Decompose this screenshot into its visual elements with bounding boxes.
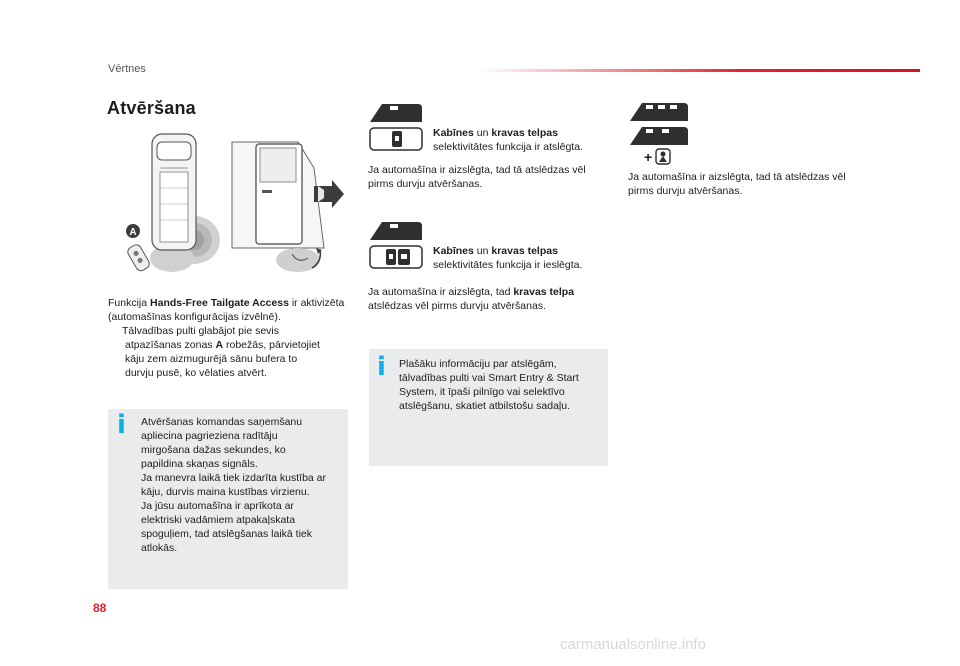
right-note-line-1: Ja automašīna ir aizslēgta, tad tā atslēdzas vēl [628, 171, 846, 183]
info-line: atslēgšanu, skatiet atbilstošu sadaļu. [399, 400, 571, 412]
bullet-line-3: kāju zem aizmugurējā sānu bufera to [125, 353, 298, 365]
van-selective-icons [368, 218, 424, 270]
bullet-line-2a: atpazīšanas zonas [125, 339, 216, 351]
van-top-view-illustration [108, 128, 226, 278]
intro-paragraph [108, 296, 356, 324]
page-title: Atvēršana [107, 98, 196, 118]
info-line: spoguļiem, tad atslēgšanas laikā tiek [141, 528, 313, 540]
page-number: 88 [93, 601, 107, 615]
instruction-bullet [108, 324, 358, 380]
info-line: mirgošana dažas sekundes, ko [141, 444, 286, 456]
info-line: papildina skaņas signāls. [141, 458, 258, 470]
intro-suffix: ir aktivizēta (automašīnas konfigurācijas izvēlnē). [108, 297, 345, 323]
watermark: carmanualsonline.info [560, 636, 706, 653]
info-line: tālvadības pulti vai Smart Entry & Start [399, 372, 579, 384]
van-unlocked-icons [368, 100, 424, 152]
info-line: apliecina pagrieziena radītāju [141, 430, 278, 442]
block1-note-line-1: Ja automašīna ir aizslēgta, tad tā atslēdzas vēl [368, 164, 586, 176]
info-line: System, it īpaši pilnīgo vai selektīvo [399, 386, 565, 398]
info-line: Ja manevra laikā tiek izdarīta kustība ar [141, 472, 327, 484]
zone-label: A [129, 227, 137, 238]
van-side-door-illustration [228, 128, 348, 278]
block1-bold-cabin: Kabīnes [433, 127, 474, 139]
info-line: Atvēršanas komandas saņemšanu [141, 416, 303, 428]
info-line: elektriski vadāmiem atpakaļskata [141, 514, 296, 526]
info-icon: i [377, 352, 386, 382]
block2-bold-cargo: kravas telpas [491, 245, 558, 257]
block1-bold-cargo: kravas telpas [491, 127, 558, 139]
block1-line-2: selektivitātes funkcija ir atslēgta. [433, 141, 583, 153]
info-line: kāju, durvis maina kustības virzienu. [141, 486, 310, 498]
van-passenger-icons [628, 99, 692, 165]
info-line: Ja jūsu automašīna ir aprīkota ar [141, 500, 294, 512]
intro-prefix: Funkcija [108, 297, 151, 309]
plus-sign: + [644, 149, 653, 165]
section-label: Vērtnes [108, 63, 146, 75]
right-note-line-2: pirms durvju atvēršanas. [628, 185, 743, 197]
section-divider [480, 69, 920, 72]
block1-and: un [473, 127, 492, 139]
bullet-line-2b: A [215, 339, 224, 351]
block2-line-2: selektivitātes funkcija ir ieslēgta. [433, 259, 583, 271]
block2-bold-cabin: Kabīnes [433, 245, 474, 257]
block1-note [368, 163, 618, 191]
bullet-line-2c: robežās, pārvietojiet [223, 339, 320, 351]
info-box-feedback-text [141, 415, 346, 555]
block2-note-cargo: kravas telpa [513, 286, 575, 298]
block2-heading [433, 244, 613, 272]
info-line: atlokās. [141, 542, 178, 554]
bullet-line-1: Tālvadības pulti glabājot pie sevis [122, 325, 280, 337]
right-note [628, 170, 888, 198]
block1-note-line-2: pirms durvju atvēršanas. [368, 178, 483, 190]
block2-note-line-1a: Ja automašīna ir aizslēgta, tad [368, 286, 514, 298]
block1-heading [433, 126, 613, 154]
block2-and: un [473, 245, 492, 257]
intro-feature-name: Hands-Free Tailgate Access [150, 297, 289, 309]
info-icon: i [117, 410, 126, 440]
bullet-line-4: durvju pusē, ko vēlaties atvērt. [125, 367, 267, 379]
info-box-keys-text [399, 357, 607, 413]
info-line: Plašāku informāciju par atslēgām, [399, 358, 557, 370]
block2-note [368, 285, 618, 313]
block2-note-line-2: atslēdzas vēl pirms durvju atvēršanas. [368, 300, 546, 312]
